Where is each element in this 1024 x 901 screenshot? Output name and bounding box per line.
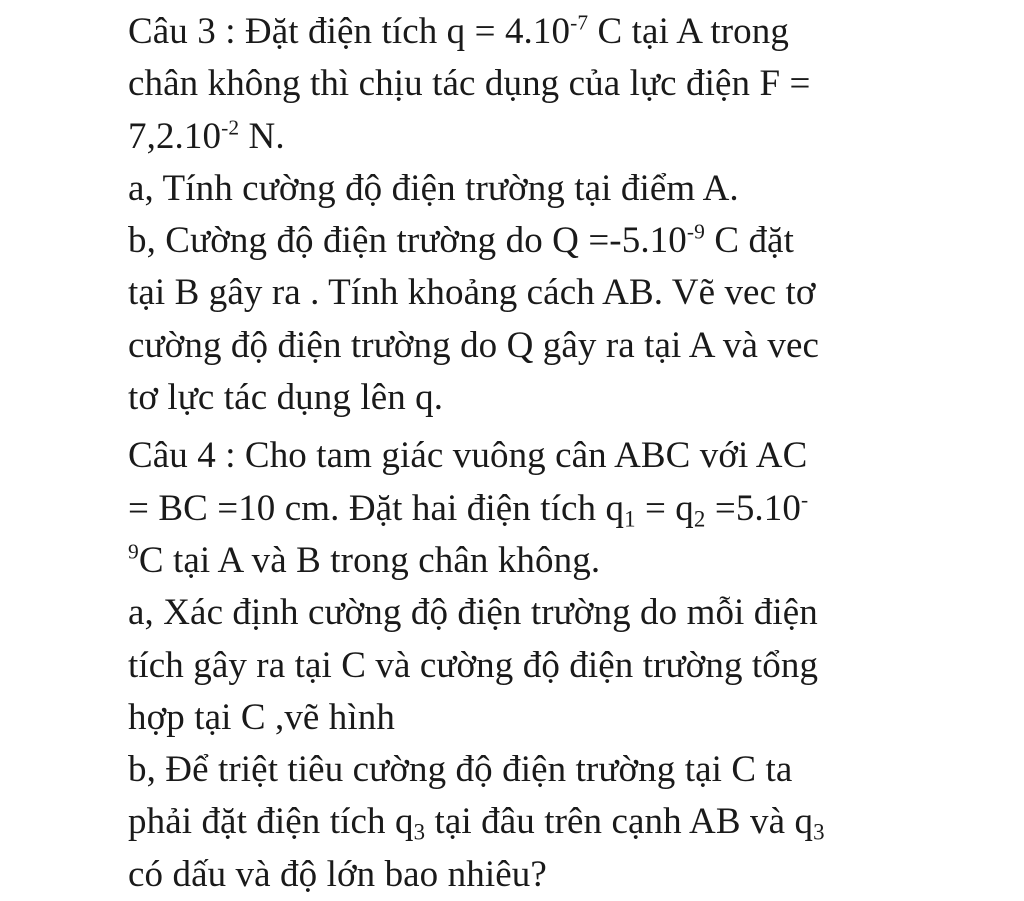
q4-subscript-2: 2 bbox=[693, 506, 706, 532]
q4-line-1: Câu 4 : Cho tam giác vuông cân ABC với AC bbox=[128, 435, 808, 477]
q4-exponent-sign: - bbox=[800, 487, 809, 512]
q3-part-b-line-2: tại B gây ra . Tính khoảng cách AB. Vẽ vec tơ bbox=[128, 272, 816, 314]
q3-line-3-tail: N. bbox=[239, 115, 285, 157]
q3-line-3 bbox=[128, 111, 984, 163]
q4-part-a-line-2: tích gây ra tại C và cường độ điện trường tổng bbox=[128, 644, 819, 686]
q4-exponent-digit: 9 bbox=[128, 539, 139, 564]
q3-part-b-text: b, Cường độ điện trường do Q =-5.10 bbox=[128, 220, 687, 262]
q3-line-3-text: 7,2.10 bbox=[128, 115, 222, 157]
q3-exponent-Q: -9 bbox=[686, 219, 705, 244]
q4-part-b-mid: tại đâu trên cạnh AB và q bbox=[425, 801, 814, 843]
q3-line-1-tail: C tại A trong bbox=[588, 11, 789, 52]
q4-subscript-3a: 3 bbox=[413, 819, 426, 845]
question-3 bbox=[128, 6, 984, 424]
q3-part-b-tail: C đặt bbox=[704, 220, 794, 262]
q4-line-2-tail: =5.10 bbox=[705, 487, 801, 529]
q3-line-2: chân không thì chịu tác dụng của lực điện F = bbox=[128, 63, 811, 105]
q4-part-b-line-2 bbox=[128, 796, 984, 848]
q3-exponent-charge: -7 bbox=[570, 10, 589, 35]
q3-exponent-force: -2 bbox=[221, 115, 240, 140]
q4-line-2-text: = BC =10 cm. Đặt hai điện tích q bbox=[128, 487, 625, 529]
q4-line-3-text: C tại A và B trong chân không. bbox=[138, 539, 601, 581]
question-4 bbox=[128, 430, 984, 901]
q4-subscript-1: 1 bbox=[624, 506, 636, 532]
q4-line-2-mid: = q bbox=[635, 487, 694, 529]
q3-part-a: a, Tính cường độ điện trường tại điểm A. bbox=[128, 167, 739, 209]
document-page bbox=[0, 6, 1024, 895]
q3-line-1-text: Câu 3 : Đặt điện tích q = 4.10 bbox=[128, 11, 571, 52]
q4-part-a-line-3: hợp tại C ,vẽ hình bbox=[128, 696, 395, 738]
q4-part-b-line-3: có dấu và độ lớn bao nhiêu? bbox=[128, 853, 547, 895]
q4-line-3 bbox=[128, 535, 984, 587]
q3-line-1 bbox=[128, 6, 984, 58]
q3-part-b-line-4: tơ lực tác dụng lên q. bbox=[128, 377, 444, 419]
q3-part-b-line-1 bbox=[128, 215, 984, 267]
q4-line-2 bbox=[128, 483, 984, 535]
q4-part-b-text: phải đặt điện tích q bbox=[128, 801, 414, 843]
q4-part-b-line-1: b, Để triệt tiêu cường độ điện trường tại C ta bbox=[128, 749, 793, 791]
q3-part-b-line-3: cường độ điện trường do Q gây ra tại A và vec bbox=[128, 324, 819, 366]
q4-subscript-3b: 3 bbox=[813, 819, 825, 845]
q4-part-a-line-1: a, Xác định cường độ điện trường do mỗi điện bbox=[128, 592, 818, 634]
